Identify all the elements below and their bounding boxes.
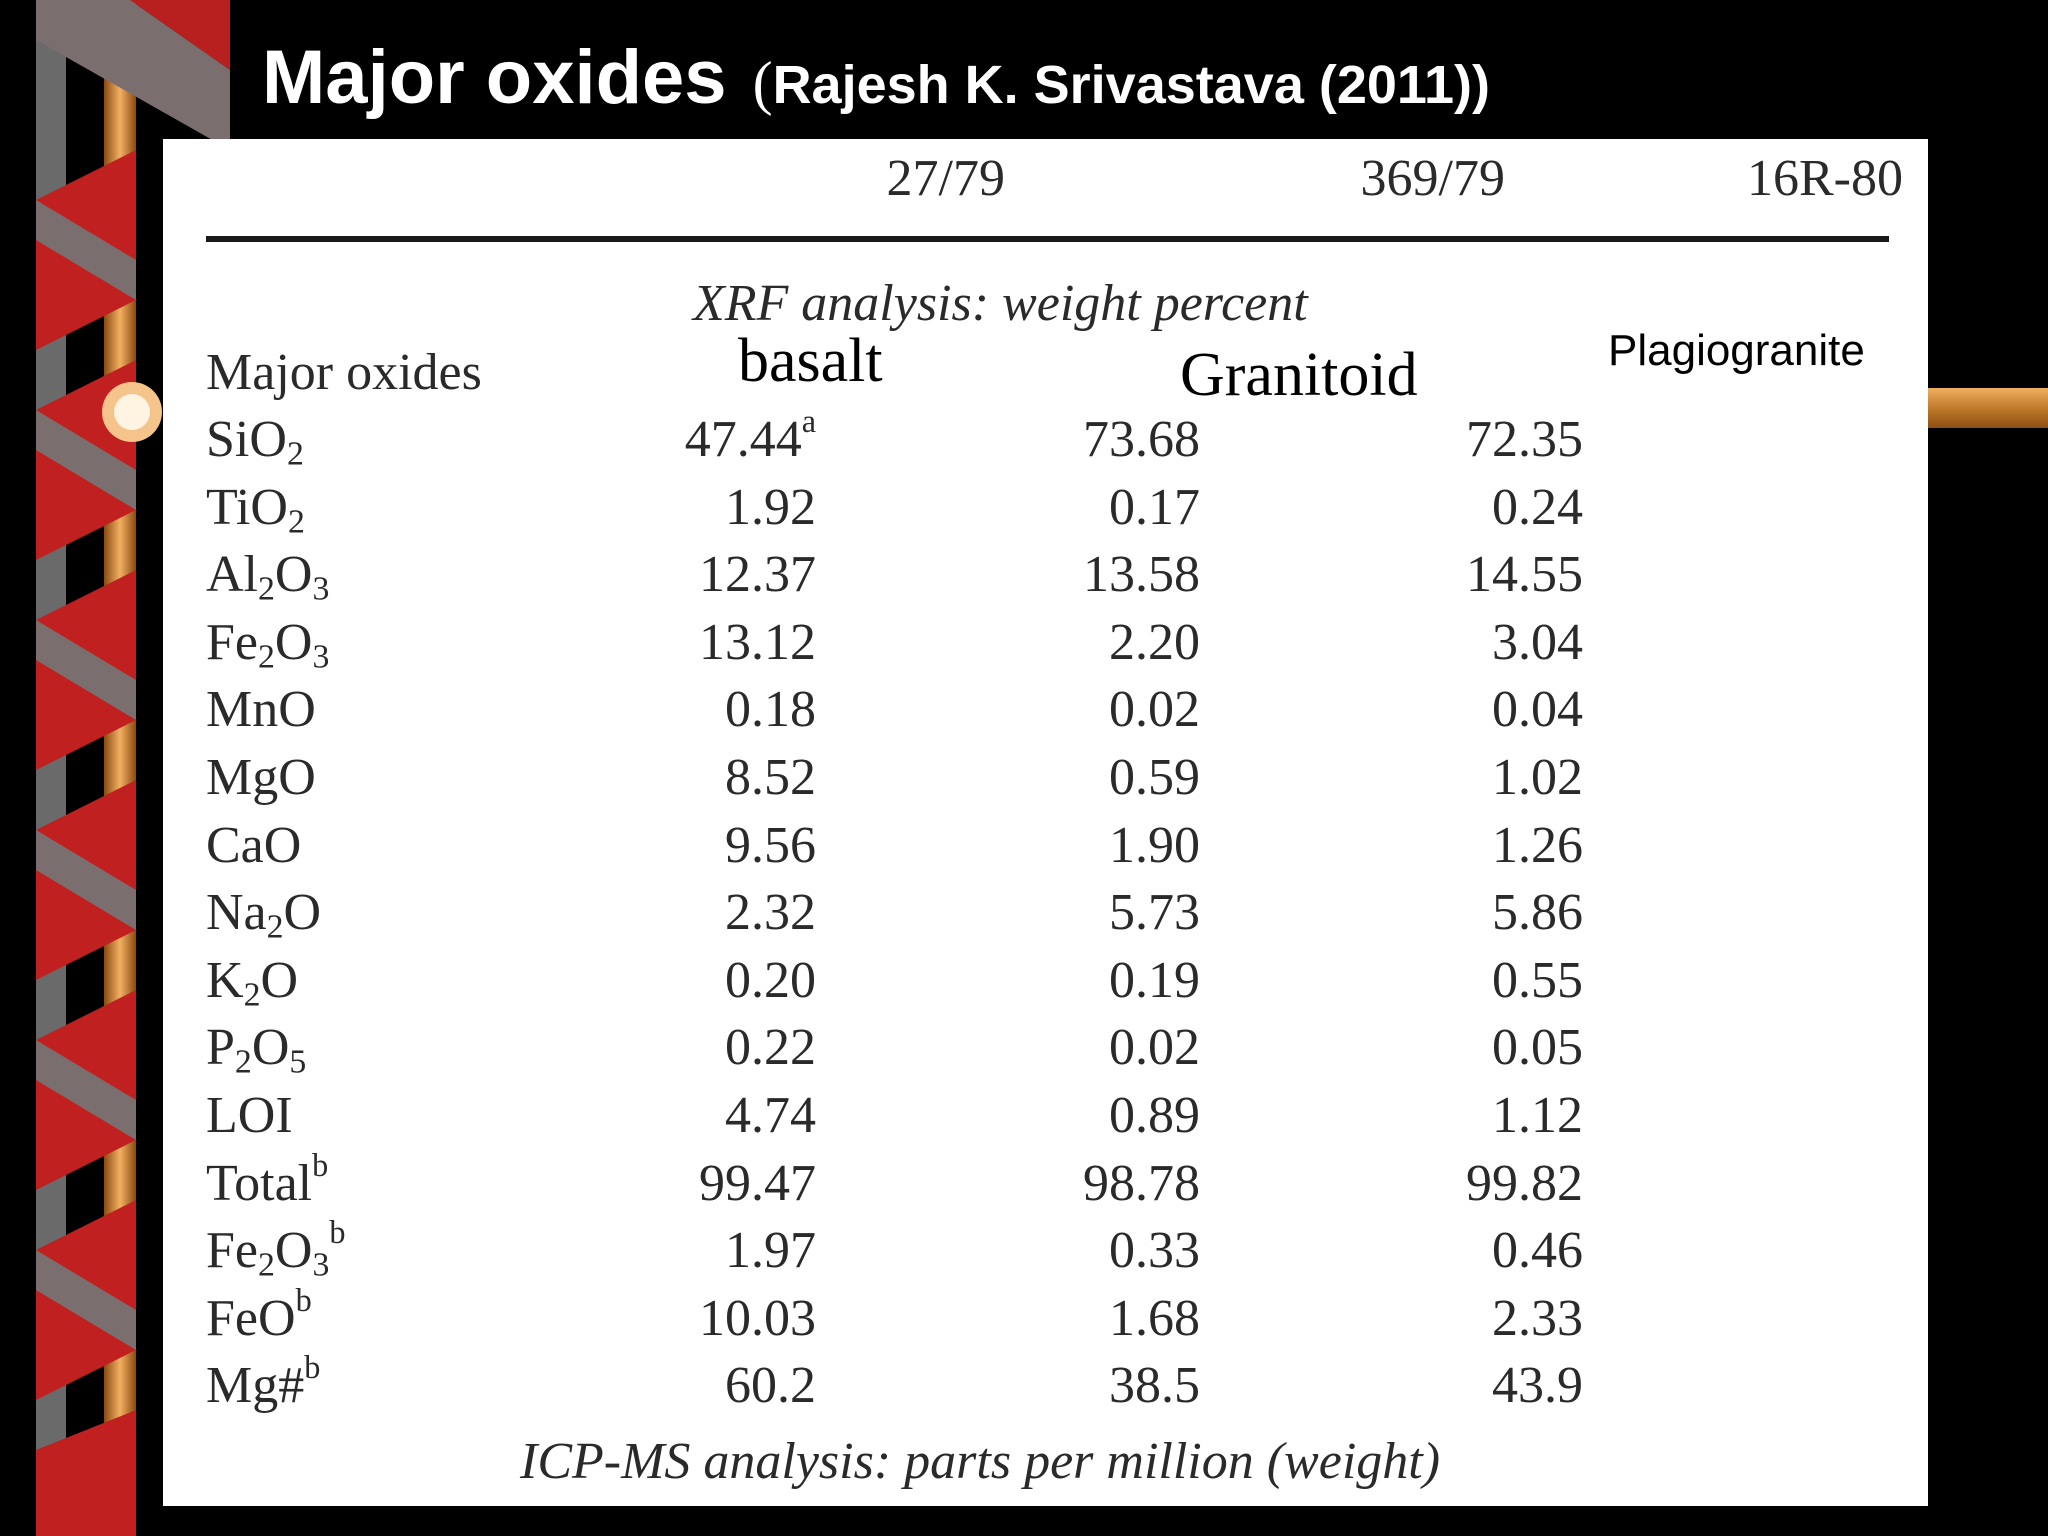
formula-part: K: [206, 952, 244, 1009]
table-row-label: [206, 681, 316, 738]
cell-value: 1.97: [725, 1222, 816, 1279]
table-cell: [1492, 681, 1583, 738]
table-cell: [1083, 411, 1200, 468]
cell-value: 0.55: [1492, 952, 1583, 1009]
column-header: 369/79: [1360, 150, 1505, 207]
cell-value: 0.18: [725, 681, 816, 738]
formula-part: O: [249, 411, 287, 468]
table-cell: [1492, 817, 1583, 874]
formula-part: Al: [206, 546, 258, 603]
table-cell: [725, 952, 816, 1009]
table-cell: [1492, 479, 1583, 536]
section-label-icpms: ICP-MS analysis: parts per million (weight): [520, 1433, 1441, 1490]
cell-value: 72.35: [1466, 411, 1583, 468]
formula-part: MnO: [206, 681, 316, 738]
formula-part: 2: [266, 908, 284, 946]
formula-part: Ti: [206, 479, 251, 536]
formula-part: 3: [312, 1246, 330, 1284]
cell-value: 43.9: [1492, 1357, 1583, 1414]
title-main: Major oxides: [262, 35, 727, 120]
table-cell: [1109, 817, 1200, 874]
cell-value: 0.19: [1109, 952, 1200, 1009]
cell-value: 0.22: [725, 1019, 816, 1076]
table-cell: [1109, 749, 1200, 806]
slide-title: [262, 34, 1490, 121]
cell-value: 4.74: [725, 1087, 816, 1144]
table-cell: [725, 1019, 816, 1076]
table-cell: [1492, 614, 1583, 671]
formula-part: Na: [206, 884, 267, 941]
table-cell: [725, 884, 816, 941]
formula-part: b: [295, 1281, 312, 1318]
table-cell: [1466, 1155, 1583, 1212]
table-cell: [1492, 1019, 1583, 1076]
cell-value: 5.86: [1492, 884, 1583, 941]
table-cell: [1109, 1357, 1200, 1414]
cell-value: 73.68: [1083, 411, 1200, 468]
formula-part: b: [312, 1146, 329, 1183]
cell-value: 5.73: [1109, 884, 1200, 941]
formula-part: CaO: [206, 817, 302, 874]
cell-value: 10.03: [699, 1290, 816, 1347]
formula-part: Si: [206, 411, 250, 468]
cell-value: 2.33: [1492, 1290, 1583, 1347]
formula-part: FeO: [206, 1290, 296, 1347]
table-row-label: [206, 1146, 329, 1212]
formula-part: O: [274, 614, 313, 671]
table-cell: [725, 749, 816, 806]
cell-value: 0.24: [1492, 479, 1583, 536]
formula-part: 2: [258, 570, 275, 608]
rock-type-label: Granitoid: [1180, 341, 1418, 409]
cell-value: 0.33: [1109, 1222, 1200, 1279]
table-cell: [1466, 411, 1583, 468]
table-cell: [699, 1155, 816, 1212]
table-cell: [1109, 614, 1200, 671]
formula-part: 2: [243, 976, 261, 1014]
cell-value: 0.02: [1109, 1019, 1200, 1076]
column-header: 16R-80: [1747, 150, 1903, 207]
column-header: 27/79: [886, 150, 1005, 207]
cell-value: 14.55: [1466, 546, 1583, 603]
cell-value: 1.92: [725, 479, 816, 536]
cell-value: 2.20: [1109, 614, 1200, 671]
table-cell: [725, 1087, 816, 1144]
table-row-label: [206, 817, 302, 874]
formula-part: O: [274, 546, 313, 603]
formula-part: 2: [234, 1043, 252, 1081]
cell-value: 2.32: [725, 884, 816, 941]
formula-part: 3: [312, 638, 330, 676]
formula-part: O: [250, 479, 288, 536]
cell-value: 3.04: [1492, 614, 1583, 671]
table-row-label: [206, 411, 304, 473]
cell-value: 99.82: [1466, 1155, 1583, 1212]
cell-value: 9.56: [725, 817, 816, 874]
cell-value: 47.44: [684, 411, 802, 468]
table-cell: [725, 817, 816, 874]
formula-part: Total: [206, 1155, 313, 1212]
table-row-label: [206, 614, 330, 676]
table-cell: [725, 1357, 816, 1414]
table-row-label: [206, 546, 330, 608]
table-cell: [1109, 681, 1200, 738]
table-cell: [1492, 1087, 1583, 1144]
cell-value: 0.02: [1109, 681, 1200, 738]
table-row-label: [206, 1019, 307, 1081]
cell-value: 0.05: [1492, 1019, 1583, 1076]
formula-part: Mg#: [206, 1357, 305, 1414]
cell-value: 13.58: [1083, 546, 1200, 603]
formula-part: 3: [312, 570, 330, 608]
formula-part: 2: [258, 1246, 275, 1284]
table-cell: [1109, 1087, 1200, 1144]
cell-value: 38.5: [1109, 1357, 1200, 1414]
formula-part: b: [329, 1213, 346, 1250]
formula-part: LOI: [206, 1087, 293, 1144]
cell-value: 99.47: [699, 1155, 816, 1212]
table-row-label: [206, 884, 322, 946]
table-cell: [1492, 1357, 1583, 1414]
table-cell: [699, 546, 816, 603]
cell-value: 1.68: [1109, 1290, 1200, 1347]
table-cell: [1109, 884, 1200, 941]
cell-value: 98.78: [1083, 1155, 1200, 1212]
formula-part: 2: [258, 638, 275, 676]
table-row-label: [206, 1281, 312, 1347]
cell-value: 0.59: [1109, 749, 1200, 806]
cell-value: 12.37: [699, 546, 816, 603]
section-label-xrf: XRF analysis: weight percent: [693, 275, 1308, 332]
formula-part: 2: [286, 435, 304, 473]
table-cell: [1083, 1155, 1200, 1212]
cell-value: 8.52: [725, 749, 816, 806]
cell-value: 1.26: [1492, 817, 1583, 874]
formula-part: Fe: [206, 1222, 258, 1279]
rock-type-label: Plagiogranite: [1608, 326, 1865, 375]
cell-footnote-marker: a: [801, 402, 816, 439]
cell-value: 0.46: [1492, 1222, 1583, 1279]
table-cell: [1492, 1222, 1583, 1279]
table-cell: [725, 681, 816, 738]
row-header: Major oxides: [206, 344, 482, 401]
cell-value: 0.89: [1109, 1087, 1200, 1144]
rock-type-label: basalt: [738, 327, 883, 395]
table-cell: [699, 1290, 816, 1347]
formula-part: O: [251, 1019, 290, 1076]
table-cell: [1466, 546, 1583, 603]
table-cell: [1109, 1222, 1200, 1279]
formula-part: 5: [289, 1043, 307, 1081]
table-row-label: [206, 1087, 293, 1144]
formula-part: b: [304, 1348, 321, 1385]
formula-part: Fe: [206, 614, 258, 671]
title-open-paren: (: [752, 50, 773, 116]
formula-part: 2: [287, 503, 305, 541]
table-cell: [1083, 546, 1200, 603]
table-cell: [1492, 749, 1583, 806]
title-citation: Rajesh K. Srivastava (2011)): [772, 55, 1490, 115]
table-cell: [1492, 952, 1583, 1009]
cell-value: 0.04: [1492, 681, 1583, 738]
table-row-label: [206, 1213, 346, 1284]
cell-value: 13.12: [699, 614, 816, 671]
cell-value: 0.20: [725, 952, 816, 1009]
table-cell: [1109, 952, 1200, 1009]
formula-part: O: [260, 952, 299, 1009]
table-cell: [699, 614, 816, 671]
formula-part: O: [274, 1222, 313, 1279]
formula-part: O: [283, 884, 322, 941]
table-row-label: [206, 479, 305, 541]
table-cell: [684, 402, 816, 468]
table-cell: [725, 479, 816, 536]
table-cell: [725, 1222, 816, 1279]
formula-part: P: [206, 1019, 235, 1076]
table-cell: [1109, 1290, 1200, 1347]
table-cell: [1109, 479, 1200, 536]
cell-value: 60.2: [725, 1357, 816, 1414]
table-row-label: [206, 749, 316, 806]
formula-part: MgO: [206, 749, 316, 806]
cell-value: 1.12: [1492, 1087, 1583, 1144]
oxide-table-panel: [163, 139, 1928, 1506]
table-row-label: [206, 952, 299, 1014]
decorative-bar-right: [1928, 388, 2048, 428]
table-cell: [1492, 1290, 1583, 1347]
table-cell: [1492, 884, 1583, 941]
cell-value: 1.90: [1109, 817, 1200, 874]
cell-value: 1.02: [1492, 749, 1583, 806]
header-divider: [206, 236, 1889, 242]
table-cell: [1109, 1019, 1200, 1076]
table-row-label: [206, 1348, 321, 1414]
cell-value: 0.17: [1109, 479, 1200, 536]
